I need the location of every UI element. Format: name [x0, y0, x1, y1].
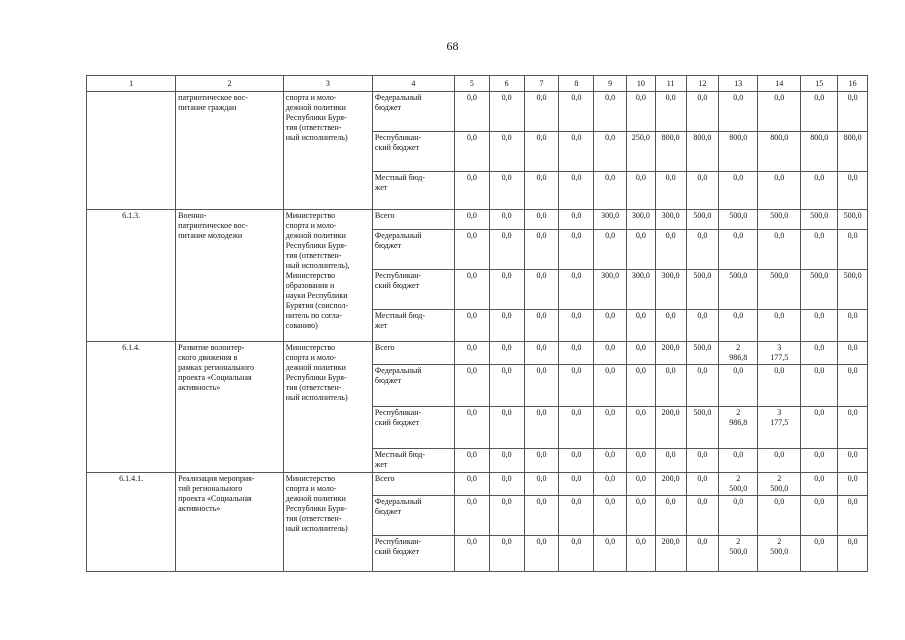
funding-source: Республикан- ский бюджет [372, 407, 454, 449]
value-cell: 2 500,0 [758, 473, 801, 496]
value-cell: 0,0 [489, 172, 524, 210]
value-cell: 0,0 [559, 270, 594, 310]
value-cell: 0,0 [801, 230, 838, 270]
value-cell: 0,0 [655, 449, 686, 473]
measure-name: Развитие волонтер- ского движения в рамках регионального проекта «Социальная активность» [176, 342, 284, 473]
value-cell: 0,0 [758, 449, 801, 473]
value-cell: 0,0 [489, 230, 524, 270]
value-cell: 0,0 [627, 172, 656, 210]
value-cell: 300,0 [627, 270, 656, 310]
value-cell: 0,0 [454, 365, 489, 407]
column-header: 8 [559, 76, 594, 92]
value-cell: 0,0 [758, 172, 801, 210]
value-cell: 0,0 [838, 365, 868, 407]
value-cell: 0,0 [655, 496, 686, 536]
column-header: 1 [87, 76, 176, 92]
executor-cell: Министерство спорта и моло- дежной политики Республики Буря- тия (ответствен- ный исполнитель), Министерство образования и науки Республики Бурятия (соиспол- нитель по согла- сованию) [283, 210, 372, 342]
value-cell: 0,0 [489, 92, 524, 132]
value-cell: 3 177,5 [758, 407, 801, 449]
column-header: 15 [801, 76, 838, 92]
value-cell: 0,0 [627, 496, 656, 536]
page-number: 68 [446, 39, 459, 53]
value-cell: 2 500,0 [719, 536, 758, 572]
table-row [87, 210, 868, 230]
value-cell: 0,0 [838, 92, 868, 132]
value-cell: 0,0 [559, 310, 594, 342]
value-cell: 0,0 [838, 310, 868, 342]
value-cell: 0,0 [524, 496, 559, 536]
value-cell: 800,0 [719, 132, 758, 172]
value-cell: 0,0 [686, 365, 719, 407]
value-cell: 0,0 [454, 92, 489, 132]
value-cell: 0,0 [594, 536, 627, 572]
value-cell: 2 986,8 [719, 407, 758, 449]
value-cell: 0,0 [489, 210, 524, 230]
value-cell: 500,0 [686, 407, 719, 449]
value-cell: 500,0 [758, 270, 801, 310]
value-cell: 0,0 [489, 407, 524, 449]
value-cell: 0,0 [801, 496, 838, 536]
measure-name: патриотическое вос- питание граждан [176, 92, 284, 210]
value-cell: 0,0 [627, 365, 656, 407]
value-cell: 800,0 [801, 132, 838, 172]
value-cell: 200,0 [655, 342, 686, 365]
value-cell: 0,0 [559, 473, 594, 496]
column-header: 2 [176, 76, 284, 92]
funding-source: Федеральный бюджет [372, 230, 454, 270]
value-cell: 0,0 [559, 449, 594, 473]
value-cell: 0,0 [524, 342, 559, 365]
value-cell: 0,0 [454, 407, 489, 449]
value-cell: 200,0 [655, 407, 686, 449]
value-cell: 0,0 [838, 172, 868, 210]
header-row [87, 76, 868, 92]
value-cell: 0,0 [489, 536, 524, 572]
value-cell: 0,0 [559, 365, 594, 407]
value-cell: 0,0 [454, 132, 489, 172]
value-cell: 0,0 [838, 473, 868, 496]
value-cell: 0,0 [594, 365, 627, 407]
value-cell: 2 986,8 [719, 342, 758, 365]
value-cell: 0,0 [686, 172, 719, 210]
value-cell: 0,0 [524, 92, 559, 132]
value-cell: 0,0 [454, 210, 489, 230]
value-cell: 500,0 [719, 210, 758, 230]
value-cell: 0,0 [524, 172, 559, 210]
value-cell: 500,0 [719, 270, 758, 310]
value-cell: 0,0 [454, 270, 489, 310]
value-cell: 0,0 [454, 473, 489, 496]
measure-code: 6.1.3. [87, 210, 176, 342]
column-header: 10 [627, 76, 656, 92]
value-cell: 0,0 [655, 172, 686, 210]
value-cell: 2 500,0 [758, 536, 801, 572]
column-header: 13 [719, 76, 758, 92]
value-cell: 0,0 [686, 536, 719, 572]
value-cell: 0,0 [489, 473, 524, 496]
column-header: 3 [283, 76, 372, 92]
value-cell: 0,0 [838, 230, 868, 270]
value-cell: 0,0 [489, 496, 524, 536]
value-cell: 300,0 [594, 270, 627, 310]
value-cell: 0,0 [524, 210, 559, 230]
column-header: 16 [838, 76, 868, 92]
value-cell: 0,0 [686, 92, 719, 132]
value-cell: 0,0 [454, 449, 489, 473]
value-cell: 0,0 [454, 536, 489, 572]
value-cell: 0,0 [838, 449, 868, 473]
table-row [87, 473, 868, 496]
value-cell: 250,0 [627, 132, 656, 172]
value-cell: 0,0 [559, 210, 594, 230]
value-cell: 0,0 [489, 270, 524, 310]
value-cell: 300,0 [655, 270, 686, 310]
value-cell: 0,0 [801, 407, 838, 449]
value-cell: 3 177,5 [758, 342, 801, 365]
value-cell: 0,0 [594, 172, 627, 210]
value-cell: 0,0 [627, 310, 656, 342]
value-cell: 0,0 [686, 310, 719, 342]
funding-source: Республикан- ский бюджет [372, 132, 454, 172]
value-cell: 0,0 [454, 310, 489, 342]
funding-source: Всего [372, 210, 454, 230]
value-cell: 0,0 [594, 92, 627, 132]
value-cell: 0,0 [559, 132, 594, 172]
funding-source: Местный бюд- жет [372, 310, 454, 342]
value-cell: 800,0 [686, 132, 719, 172]
value-cell: 0,0 [838, 407, 868, 449]
table-body [87, 92, 868, 572]
column-header: 11 [655, 76, 686, 92]
value-cell: 0,0 [627, 230, 656, 270]
value-cell: 0,0 [524, 310, 559, 342]
value-cell: 0,0 [524, 365, 559, 407]
value-cell: 0,0 [686, 473, 719, 496]
value-cell: 0,0 [655, 365, 686, 407]
funding-source: Федеральный бюджет [372, 92, 454, 132]
value-cell: 0,0 [801, 172, 838, 210]
value-cell: 0,0 [627, 342, 656, 365]
value-cell: 0,0 [559, 92, 594, 132]
value-cell: 0,0 [801, 536, 838, 572]
value-cell: 0,0 [559, 172, 594, 210]
measure-name: Военно- патриотическое вос- питание молодежи [176, 210, 284, 342]
value-cell: 500,0 [686, 342, 719, 365]
measure-code [87, 92, 176, 210]
value-cell: 300,0 [627, 210, 656, 230]
column-header: 7 [524, 76, 559, 92]
value-cell: 0,0 [489, 132, 524, 172]
value-cell: 300,0 [655, 210, 686, 230]
value-cell: 0,0 [454, 342, 489, 365]
value-cell: 0,0 [489, 449, 524, 473]
value-cell: 500,0 [686, 270, 719, 310]
column-header: 9 [594, 76, 627, 92]
value-cell: 0,0 [594, 132, 627, 172]
value-cell: 0,0 [719, 496, 758, 536]
value-cell: 0,0 [801, 473, 838, 496]
funding-source: Федеральный бюджет [372, 365, 454, 407]
value-cell: 0,0 [454, 172, 489, 210]
value-cell: 0,0 [524, 473, 559, 496]
value-cell: 800,0 [838, 132, 868, 172]
value-cell: 0,0 [559, 407, 594, 449]
value-cell: 0,0 [594, 496, 627, 536]
value-cell: 0,0 [838, 536, 868, 572]
funding-source: Республикан- ский бюджет [372, 536, 454, 572]
value-cell: 0,0 [524, 270, 559, 310]
executor-cell: Министерство спорта и моло- дежной политики Республики Буря- тия (ответствен- ный исполнитель) [283, 473, 372, 572]
value-cell: 0,0 [627, 473, 656, 496]
value-cell: 0,0 [627, 449, 656, 473]
value-cell: 200,0 [655, 473, 686, 496]
executor-cell: Министерство спорта и моло- дежной политики Республики Буря- тия (ответствен- ный исполнитель) [283, 342, 372, 473]
column-header: 4 [372, 76, 454, 92]
value-cell: 0,0 [655, 230, 686, 270]
measure-name: Реализация мероприя- тий регионального проекта «Социальная активность» [176, 473, 284, 572]
value-cell: 0,0 [594, 473, 627, 496]
value-cell: 0,0 [559, 536, 594, 572]
executor-cell: спорта и моло- дежной политики Республики Буря- тия (ответствен- ный исполнитель) [283, 92, 372, 210]
measure-code: 6.1.4.1. [87, 473, 176, 572]
value-cell: 0,0 [594, 310, 627, 342]
value-cell: 0,0 [719, 449, 758, 473]
value-cell: 0,0 [559, 496, 594, 536]
value-cell: 0,0 [758, 230, 801, 270]
value-cell: 500,0 [758, 210, 801, 230]
value-cell: 0,0 [801, 449, 838, 473]
funding-source: Всего [372, 342, 454, 365]
value-cell: 0,0 [559, 230, 594, 270]
value-cell: 0,0 [801, 92, 838, 132]
value-cell: 0,0 [489, 365, 524, 407]
value-cell: 0,0 [489, 310, 524, 342]
value-cell: 500,0 [838, 270, 868, 310]
table-row [87, 92, 868, 132]
value-cell: 0,0 [454, 230, 489, 270]
value-cell: 0,0 [719, 172, 758, 210]
value-cell: 0,0 [594, 449, 627, 473]
value-cell: 0,0 [758, 310, 801, 342]
value-cell: 2 500,0 [719, 473, 758, 496]
value-cell: 800,0 [655, 132, 686, 172]
value-cell: 0,0 [719, 310, 758, 342]
column-header: 5 [454, 76, 489, 92]
table-row [87, 342, 868, 365]
funding-source: Местный бюд- жет [372, 172, 454, 210]
value-cell: 0,0 [801, 310, 838, 342]
value-cell: 0,0 [524, 132, 559, 172]
value-cell: 0,0 [838, 496, 868, 536]
value-cell: 0,0 [627, 92, 656, 132]
value-cell: 0,0 [524, 230, 559, 270]
value-cell: 0,0 [627, 407, 656, 449]
value-cell: 500,0 [801, 210, 838, 230]
value-cell: 200,0 [655, 536, 686, 572]
value-cell: 0,0 [838, 342, 868, 365]
value-cell: 0,0 [801, 365, 838, 407]
column-header: 6 [489, 76, 524, 92]
column-header: 12 [686, 76, 719, 92]
value-cell: 0,0 [719, 365, 758, 407]
value-cell: 0,0 [686, 496, 719, 536]
value-cell: 500,0 [838, 210, 868, 230]
value-cell: 0,0 [758, 496, 801, 536]
value-cell: 0,0 [454, 496, 489, 536]
value-cell: 0,0 [758, 365, 801, 407]
value-cell: 0,0 [655, 92, 686, 132]
measure-code: 6.1.4. [87, 342, 176, 473]
value-cell: 0,0 [524, 536, 559, 572]
value-cell: 0,0 [594, 342, 627, 365]
value-cell: 0,0 [719, 230, 758, 270]
value-cell: 0,0 [489, 342, 524, 365]
value-cell: 0,0 [524, 407, 559, 449]
funding-source: Республикан- ский бюджет [372, 270, 454, 310]
value-cell: 0,0 [686, 449, 719, 473]
value-cell: 0,0 [719, 92, 758, 132]
budget-table [86, 75, 868, 572]
funding-source: Всего [372, 473, 454, 496]
value-cell: 500,0 [801, 270, 838, 310]
value-cell: 0,0 [758, 92, 801, 132]
value-cell: 500,0 [686, 210, 719, 230]
funding-source: Федеральный бюджет [372, 496, 454, 536]
value-cell: 0,0 [627, 536, 656, 572]
value-cell: 0,0 [686, 230, 719, 270]
value-cell: 0,0 [524, 449, 559, 473]
value-cell: 800,0 [758, 132, 801, 172]
value-cell: 0,0 [594, 407, 627, 449]
value-cell: 0,0 [801, 342, 838, 365]
value-cell: 0,0 [655, 310, 686, 342]
funding-source: Местный бюд- жет [372, 449, 454, 473]
column-header: 14 [758, 76, 801, 92]
value-cell: 0,0 [594, 230, 627, 270]
value-cell: 300,0 [594, 210, 627, 230]
value-cell: 0,0 [559, 342, 594, 365]
